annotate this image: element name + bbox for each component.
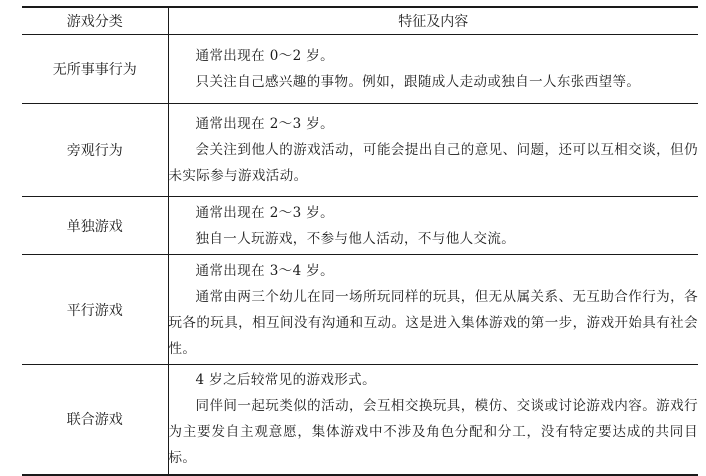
category-cell: 旁观行为 <box>22 104 168 197</box>
category-cell: 单独游戏 <box>22 197 168 255</box>
description-line: 通常出现在 2～3 岁。 <box>195 116 335 132</box>
description-cell <box>168 365 698 475</box>
category-cell: 无所事事行为 <box>22 35 168 104</box>
description-line: 会关注到他人的游戏活动，可能会提出自己的意见、问题，还可以互相交谈，但仍未实际参与游戏活动。 <box>168 142 698 184</box>
description-line: 通常出现在 3～4 岁。 <box>195 262 335 279</box>
description-cell <box>168 104 698 197</box>
description-cell <box>168 35 698 104</box>
game-types-table <box>22 6 698 476</box>
description-line: 只关注自己感兴趣的事物。例如，跟随成人走动或独自一人东张西望等。 <box>195 74 641 90</box>
category-cell: 联合游戏 <box>22 365 168 475</box>
table-row <box>22 104 698 197</box>
table-row <box>22 197 698 255</box>
header-category: 游戏分类 <box>22 7 168 35</box>
table-row <box>22 255 698 365</box>
description-line: 通常由两三个幼儿在同一场所玩同样的玩具，但无从属关系、无互助合作行为，各玩各的玩具，相互间没有沟通和互动。这是进入集体游戏的第一步，游戏开始具有社会性。 <box>168 288 698 357</box>
table-row <box>22 35 698 104</box>
description-line: 同伴间一起玩类似的活动，会互相交换玩具，模仿、交谈或讨论游戏内容。游戏行为主要发自主观意愿，集体游戏中不涉及角色分配和分工，没有特定要达成的共同目标。 <box>168 398 698 467</box>
description-line: 通常出现在 0～2 岁。 <box>195 48 335 64</box>
description-cell <box>168 255 698 365</box>
header-content: 特征及内容 <box>398 14 469 30</box>
description-line: 通常出现在 2～3 岁。 <box>195 204 335 221</box>
table-row <box>22 365 698 475</box>
description-line: 独自一人玩游戏，不参与他人活动，不与他人交流。 <box>195 230 516 247</box>
description-line: 4 岁之后较常见的游戏形式。 <box>195 372 376 389</box>
category-cell: 平行游戏 <box>22 255 168 365</box>
table-header-row <box>22 7 698 35</box>
description-cell <box>168 197 698 255</box>
